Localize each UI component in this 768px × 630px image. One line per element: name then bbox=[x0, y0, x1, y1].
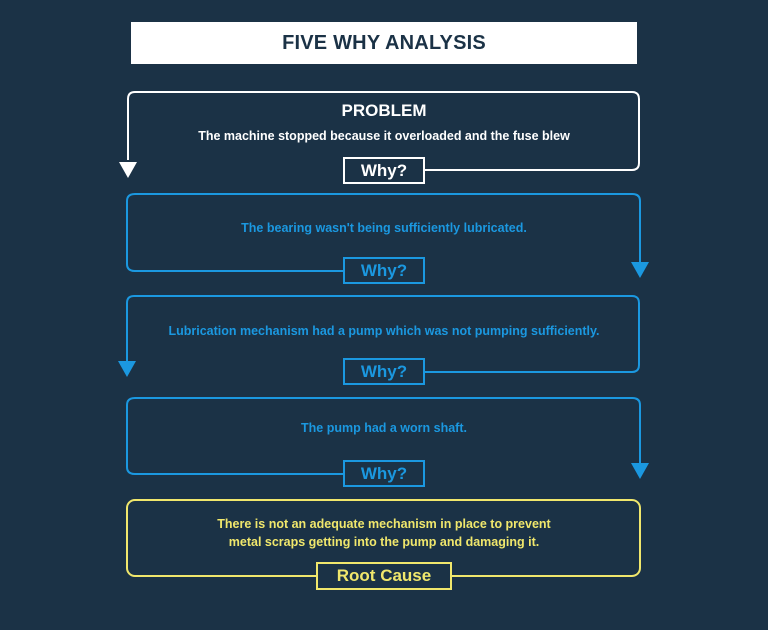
problem-why-label: Why? bbox=[343, 157, 425, 184]
root-cause-text-line-1: There is not an adequate mechanism in place to prevent bbox=[217, 517, 551, 531]
why-3-label: Why? bbox=[343, 460, 425, 487]
why-1-text: The bearing wasn't being sufficiently lubricated. bbox=[241, 221, 527, 235]
why-1-label: Why? bbox=[343, 257, 425, 284]
why-3-text: The pump had a worn shaft. bbox=[301, 421, 467, 435]
title-bar bbox=[131, 22, 637, 64]
problem-text: The machine stopped because it overloaded and the fuse blew bbox=[198, 129, 570, 143]
why-3-arrow-icon bbox=[631, 463, 649, 479]
problem-heading: PROBLEM bbox=[341, 101, 427, 120]
root-cause-label: Root Cause bbox=[316, 562, 452, 590]
why-2-text: Lubrication mechanism had a pump which was not pumping sufficiently. bbox=[168, 324, 600, 338]
why-2-arrow-icon bbox=[118, 361, 136, 377]
root-cause-text-line-2: metal scraps getting into the pump and damaging it. bbox=[228, 535, 540, 549]
why-2-label: Why? bbox=[343, 358, 425, 385]
page-title: FIVE WHY ANALYSIS bbox=[282, 31, 486, 54]
why-1-arrow-icon bbox=[631, 262, 649, 278]
problem-arrow-icon bbox=[119, 162, 137, 178]
